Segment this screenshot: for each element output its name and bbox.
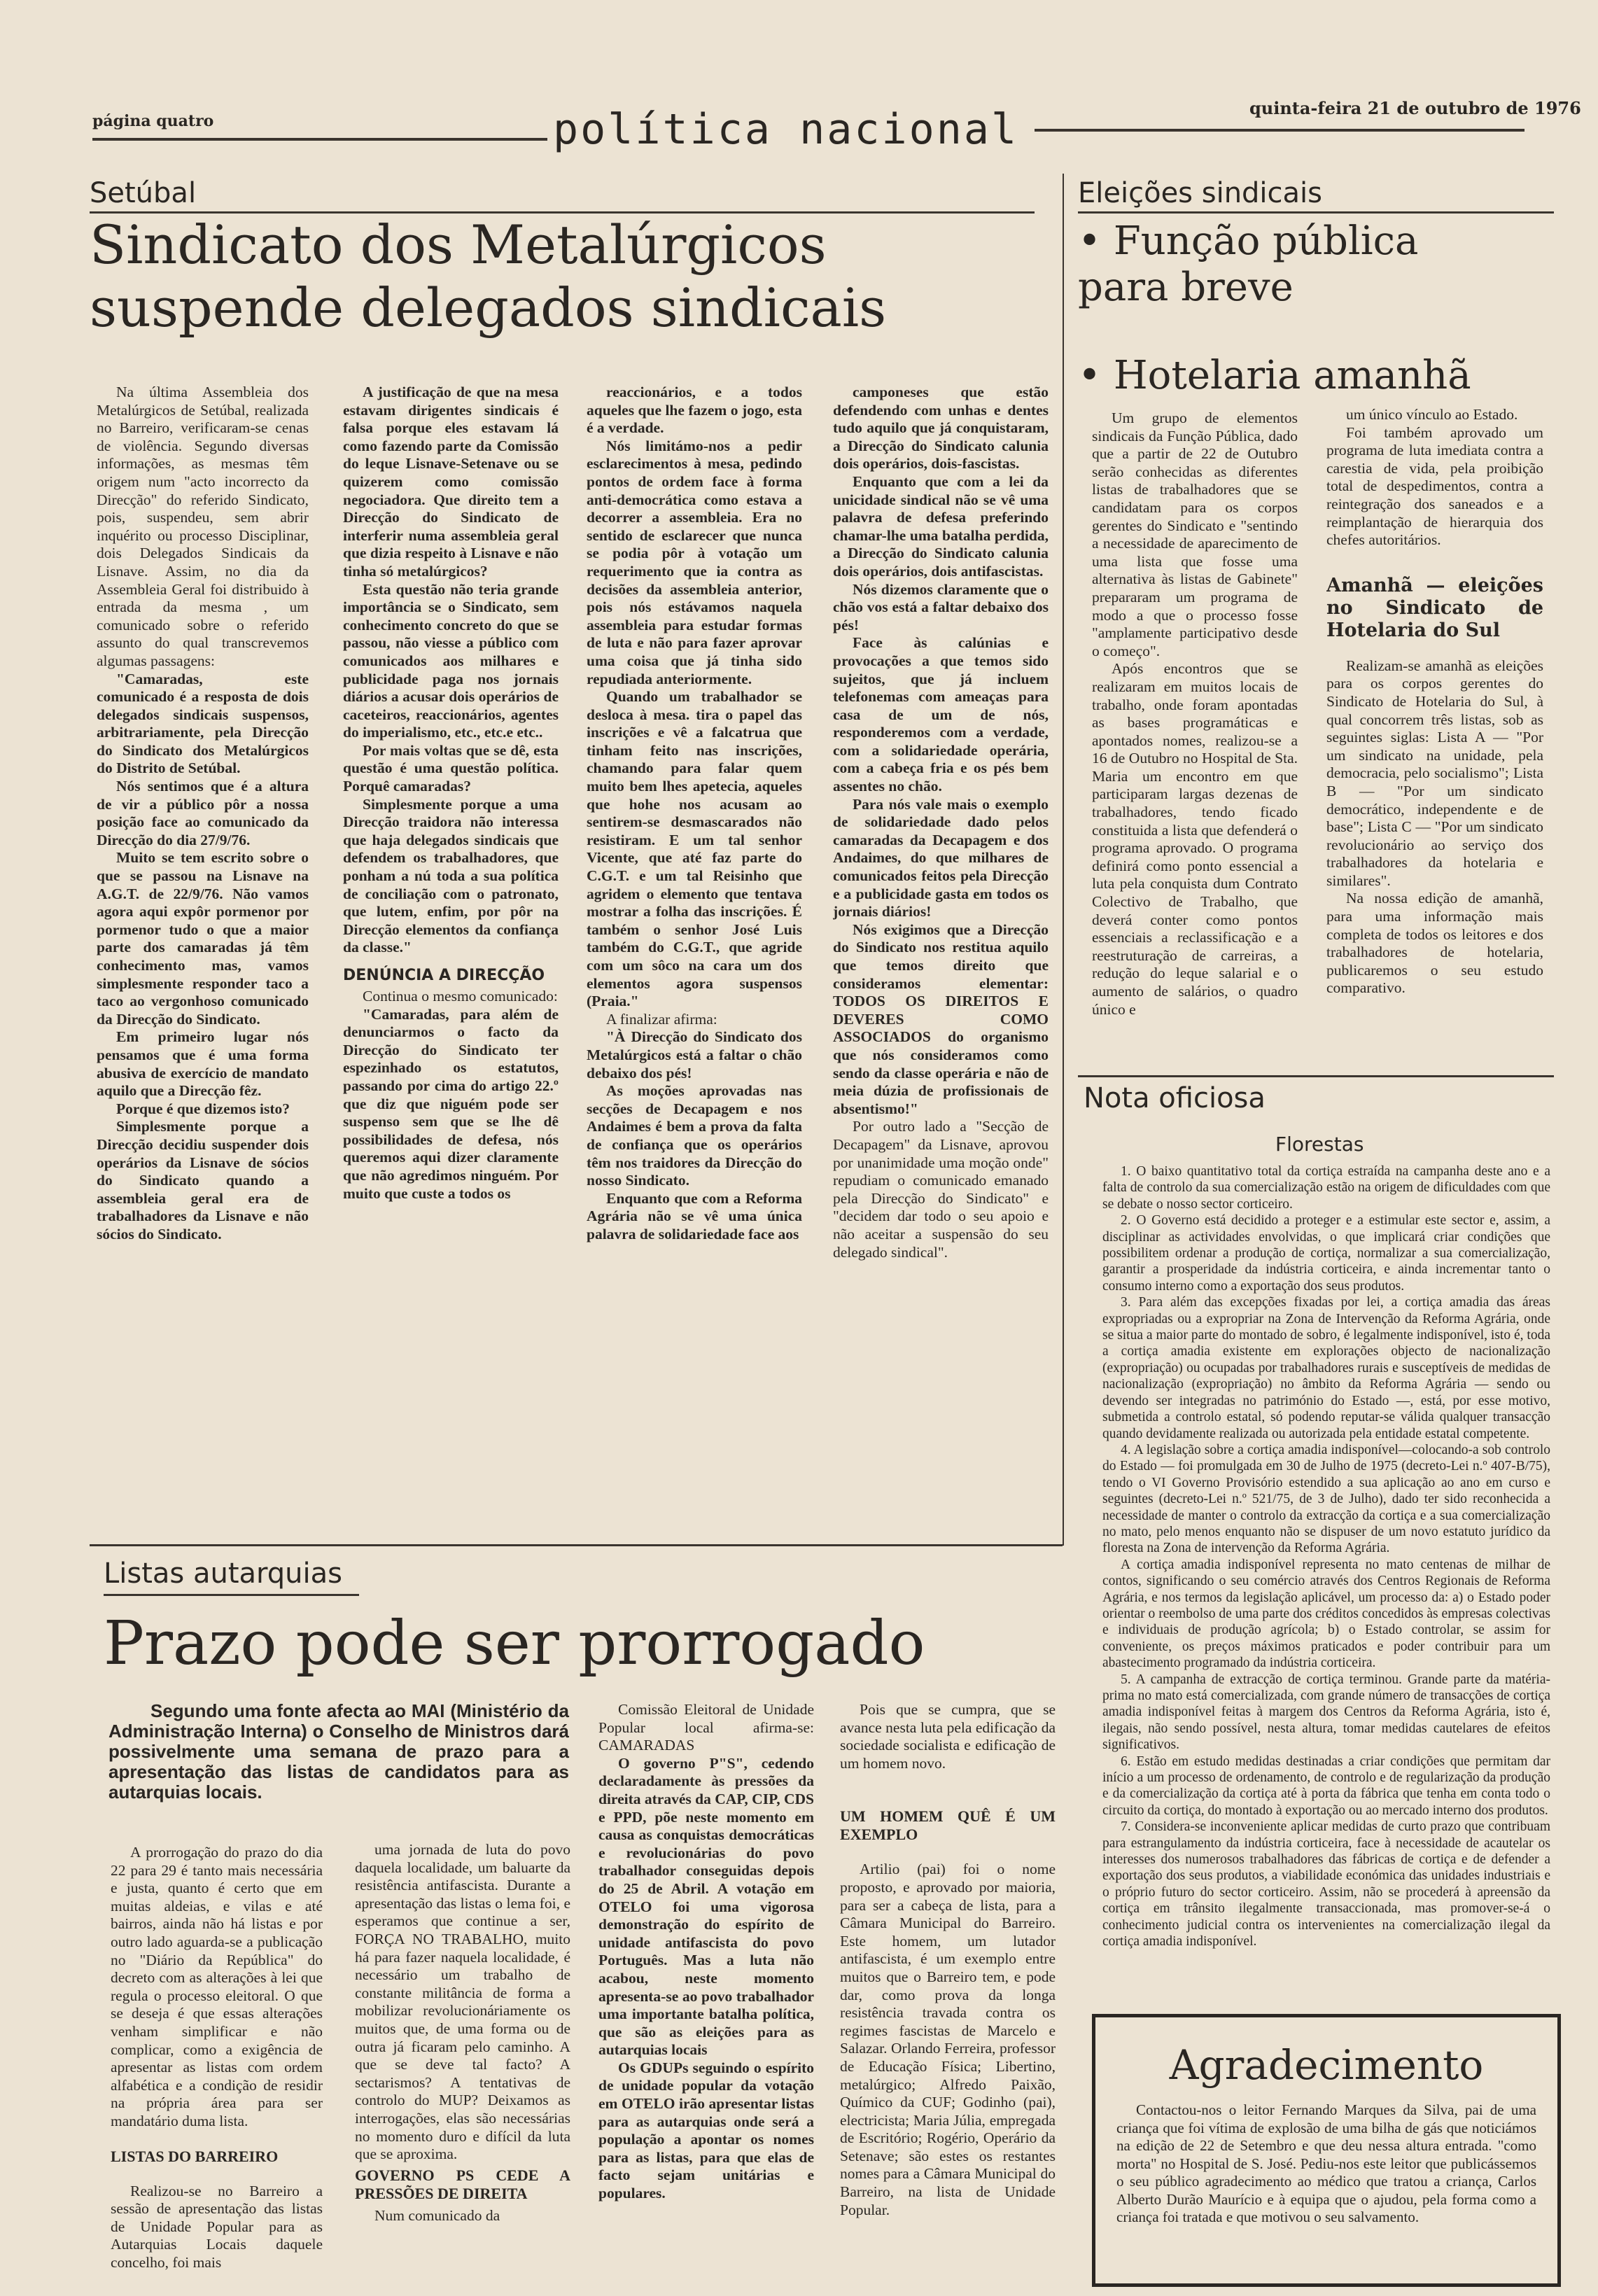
paragraph: As moções aprovadas nas secções de Decapagem e nos Andaimes é bem a prova da falta de confiança que os operários têm nos traidores da Direcção do nosso Sindicato. [587,1082,802,1189]
paragraph: Simplesmente porque a Direcção decidiu suspender dois operários da Lisnave de sócios do Sindicato quando a assembleia geral era de trabalhadores da Lisnave e não sócios do Sindicato. [97,1118,309,1242]
paragraph: "Camaradas, para além de denunciarmos o facto da Direcção do Sindicato ter espezinhado os estatutos, passando por cima do artigo 22.º que diz que niguém pode ser suspenso sem que se lhe dê possibilidades de defesa, nós queremos aqui dizer claramente que não agredimos ninguém. Por muito que custe a todos os [343,1005,559,1202]
paragraph: Realizou-se no Barreiro a sessão de apresentação das listas de Unidade Popular para as Autarquias Locais daquele concelho, foi mais [111,2182,323,2271]
nota-kicker: Nota oficiosa [1084,1082,1266,1114]
paragraph: Em primeiro lugar nós pensamos que é uma forma abusiva de exercício de mandato aquilo que a Direcção fêz. [97,1028,309,1100]
art1-col-3 [587,384,802,1535]
art2-kicker-rule [1078,211,1554,214]
paragraph: Nós dizemos claramente que o chão vos está a faltar debaixo dos pés! [833,580,1049,634]
paragraph: Por outro lado a "Secção de Decapagem" da Lisnave, aprovou por unanimidade uma moção onde" repudiam o comunicado emanado pela Direcção do Sindicato" e "decidem dar todo o seu apoio e não aceitar a suspensão do seu delegado sindical". [833,1118,1049,1261]
art3-headline: Prazo pode ser prorrogado [104,1609,925,1679]
paragraph: Pois que se cumpra, que se avance nesta luta pela edificação da sociedade socialista e edificação de um homem novo. [840,1701,1056,1772]
nota-paragraph: A cortiça amadia indisponível representa no mato centenas de milhar de contos, significando o seu comércio através dos Centros Regionais de Reforma Agrária, e nos termos da legislação aplicável, um processo da: a) o Estado poder orientar o reembolso de uma parte dos créditos concedidos às empresas colectivas e individuais de produção agrícola; b) o Estado controlar, se assim for conveniente, os preços máximos praticados e poder contribuir para um abastecimento programado da indústria corticeira. [1102,1557,1550,1671]
paragraph: Na nossa edição de amanhã, para uma informação mais completa de todos os leitores e dos trabalhadores de hotelaria, publicaremos o seu estudo comparativo. [1326,890,1543,997]
art3-col-3 [598,1701,814,2292]
agradecimento-text: Contactou-nos o leitor Fernando Marques da Silva, pai de uma criança que foi vítima de explosão de uma bilha de gás que noticiámos na edição de 22 de Setembro e que deu nessa altura entrada. "como morta" no Hospital de S. José. Pediu-nos este leitor que publicássemos o seu público agradecimento ao médico que tratou a criança, Carlos Alberto Durão Maurício e à equipa que o ajudou, pela forma como a criança foi tratada e que motivou o seu salvamento. [1116,2101,1536,2225]
paragraph: A prorrogação do prazo do dia 22 para 29 é tanto mais necessária e justa, quanto é certo que em muitas aldeias, e vilas e até bairros, ainda não há listas e por outro lado aguarda-se a publicação no "Diário da República" do decreto com as alterações à lei que regula o processo eleitoral. O que se deseja é que essas alterações venham simplificar e não complicar, como a exigência de apresentar as listas com ordem alfabética e a condição de residir na própria área para ser mandatário duma lista. [111,1844,323,2129]
art1-headline: Sindicato dos Metalúrgicos suspende delegados sindicais [90,214,887,339]
paragraph: um único vínculo ao Estado. [1346,406,1518,423]
art2-col-1 [1092,410,1298,1071]
art3-top-rule [90,1544,1063,1546]
paragraph: Num comunicado da [374,2206,500,2224]
header-rule-right [1035,129,1525,132]
agradecimento-title: Agradecimento [1169,2041,1484,2089]
paragraph: reaccionários, e a todos aqueles que lhe fazem o jogo, esta é a verdade. [587,384,802,437]
paragraph: Simplesmente porque a uma Direcção traidora não interessa que haja delegados sindicais que defendem os trabalhadores, que ponham a nú toda a sua política de conciliação com o patronato, que lutem, enfim, por pôr na Direcção elementos da confiança da classe." [343,795,559,956]
paragraph: Comissão Eleitoral de Unidade Popular local afirma-se: CAMARADAS [598,1701,814,1754]
art3-subhead-1: LISTAS DO BARREIRO [111,2147,279,2165]
nota-paragraph: 1. O baixo quantitativo total da cortiça estraída na campanha deste ano e a falta de controlo da sua comercialização estão na origem de dificuldades com que se debate o nosso sector corticeiro. [1102,1164,1550,1212]
paragraph: Para nós vale mais o exemplo de solidariedade dado pelos camaradas da Decapagem e dos Andaimes, do que milhares de comunicados feitos pela Direcção e a publicidade gasta em todos os jornais diários! [833,795,1049,920]
paragraph: A finalizar afirma: [606,1010,717,1028]
art1-col-4 [833,384,1049,1535]
art1-subhead: DENÚNCIA A DIRECÇÃO [343,967,545,984]
art2-subhead: Amanhã — eleições no Sindicato de Hotelaria do Sul [1326,574,1543,641]
art3-subhead-2: GOVERNO PS CEDE A PRESSÕES DE DIREITA [355,2166,570,2202]
paragraph: Por mais voltas que se dê, esta questão é uma questão política. Porquê camaradas? [343,741,559,795]
page-date: quinta-feira 21 de outubro de 1976 [1249,98,1581,118]
paragraph: Esta questão não teria grande importância se o Sindicato, sem conhecimento concreto do que se passou, não viesse a público com comunicados aos milhares e publicidade paga nos jornais diários a acusar dois operários de caceteiros, reaccionários, agentes do imperialismo, etc., etc.e etc.. [343,580,559,741]
art1-col-2 [343,384,559,1535]
art3-kicker-rule [104,1594,359,1596]
paragraph: Após encontros que se realizaram em muitos locais de trabalho, onde foram apontadas as bases programáticas e apontados nomes, realizou-se a 16 de Outubro no Hospital de Sta. Maria um encontro em que participaram largas dezenas de trabalhadores, tendo ficado constituida a lista que defenderá o programa aprovado. O programa definirá como ponto essencial a luta pela conquista dum Contrato Colectivo de Trabalho, que deverá conter como pontos essenciais a reclassificação e a reestruturação de carreiras, a redução do leque salarial e o aumento de salários, o quadro único e [1092,660,1298,1018]
art1-col-1 [97,384,309,1535]
art3-col-4 [840,1701,1056,2292]
nota-paragraph: 5. A campanha de extracção de cortiça terminou. Grande parte da matéria-prima no mato está comercializada, com grande número de transacções de cortiça amadia indisponível feitas à margem dos Centros da Reforma Agrária, isto é, ilegais, não sendo possível, nesta altura, tomar medidas cautelares de efeitos significativos. [1102,1672,1550,1753]
paragraph: Nós limitámo-nos a pedir esclarecimentos à mesa, pedindo pontos de ordem face à forma anti-democrática como estava a decorrer a assembleia. Era no sentido de esclarecer que nunca se podia pôr à votação um requerimento que ia contra as decisões da assembleia anterior, pois nós estávamos naquela assembleia para estudar formas de luta e não para fazer aprovar uma coisa que já tinha sido repudiada anteriormente. [587,437,802,687]
paragraph: Nós sentimos que é a altura de vir a público pôr a nossa posição face ao comunicado da Direcção do dia 27/9/76. [97,778,309,848]
page-label: página quatro [92,112,214,130]
paragraph: Foi também aprovado um programa de luta imediata contra a carestia de vida, pela proibição total de despedimentos, contra a reintegração dos saneados e a reimplantação de hierarquia dos chefes autoritários. [1326,424,1543,549]
paragraph: camponeses que estão defendendo com unhas e dentes tudo aquilo que já conquistaram, a Direcção do Sindicato calunia dois operários, dois-fascistas. [833,384,1049,472]
art3-col-2 [355,1841,570,2292]
paragraph: O governo P"S", cedendo declaradamente às pressões da direita através da CAP, CIP, CDS e PPD, põe neste momento em causa as conquistas democráticas e revolucionárias do povo trabalhador conseguidas depois do 25 de Abril. A votação em OTELO foi uma vigorosa demonstração do espírito de unidade antifascista do povo Português. Mas a luta não acabou, neste momento apresenta-se ao povo trabalhador uma importante batalha política, que são as eleições para as autarquias locais [598,1754,814,2059]
paragraph: A justificação de que na mesa estavam dirigentes sindicais é falsa porque eles estavam lá como fazendo parte da Comissão do leque Lisnave-Setenave ou se quizerem como comissão negociadora. Que direito tem a Direcção do Sindicato de interferir numa assembleia geral que dizia respeito à Lisnave e não tinha só metalúrgicos? [343,384,559,580]
paragraph: Muito se tem escrito sobre o que se passou na Lisnave na A.G.T. de 22/9/76. Não vamos agora aqui expôr pormenor por pormenor tudo o que a maior parte dos camaradas já têm conhecimento mas, vamos simplesmente responder taco a taco ao vergonhoso comunicado da Direcção do Sindicato. [97,849,309,1028]
paragraph: Realizam-se amanhã as eleições para os corpos gerentes do Sindicato de Hotelaria do Sul, à qual concorrem três listas, sob as seguintes siglas: Lista A — "Por um sindicato na unidade, pela democracia, pelo socialismo"; Lista B — "Por um sindicato democrático, independente e de base"; Lista C — "Por um sindicato revolucionário ao serviço dos trabalhadores da hotelaria e similares". [1326,657,1543,889]
paragraph: Continua o mesmo comunicado: [363,988,558,1004]
nota-paragraph: 3. Para além das excepções fixadas por lei, a cortiça amadia das áreas expropriadas ou a expropriar na Zona de Intervenção da Reforma Agrária, onde se situa a maior parte do montado de sobro, é legalmente indisponível, isto é, toda a cortiça amadia existente em explorações objecto de nacionalização (expropriação) ou ocupadas por trabalhadores rurais e susceptíveis de medidas de nacionalização (expropriação) no âmbito da Reforma Agrária — sendo ou devendo ser integradas no património do Estado —, está, por esse motivo, submetida a controlo estatal, só podendo reputar-se válida qualquer transacção quando devidamente realizada ou autorizada pela entidade estatal competente. [1102,1295,1550,1441]
agradecimento-box [1092,2014,1561,2287]
art3-subhead-4: UM HOMEM QUÊ É UM EXEMPLO [840,1807,1056,1844]
art3-lead: Segundo uma fonte afecta ao MAI (Ministério da Administração Interna) o Conselho de Ministros dará possivelmente uma semana de prazo para a apresentação das listas de candidatos para as autarquias locais. [108,1700,569,1802]
nota-paragraph: 7. Considera-se inconveniente aplicar medidas de curto prazo que contribuam para estrangulamento da indústria corticeira, face à necessidade de acautelar os interesses dos numerosos trabalhadores das fábricas de cortiça e de defender a exportação dos seus produtos, a viabilidade económica das unidades industriais e o próprio futuro do sector corticeiro. Assim, não se procederá à apreensão da cortiça em trânsito ilegalmente transaccionada, mas promover-se-á o conhecimento judicial contra os intervenientes na comercialização ilegal da cortiça amadia indisponível. [1102,1819,1550,1949]
art1-kicker: Setúbal [90,177,197,209]
art2-col-2 [1326,406,1543,1057]
paragraph: Na última Assembleia dos Metalúrgicos de Setúbal, realizada no Barreiro, verificaram-se cenas de violência. Segundo diversas informações, as mesmas têm origem num "acto incorrecto da Direcção" do referido Sindicato, pois, suspendeu, sem abrir inquérito ou processo Disciplinar, dois Delegados Sindicais da Lisnave. Assim, no dia da Assembleia Geral foi distribuido à entrada da mesma , um comunicado sobre o referido assunto do qual transcrevemos algumas passagens: [97,384,309,669]
nota-top-rule [1078,1075,1554,1077]
paragraph: Enquanto que com a lei da unicidade sindical não se vê uma palavra de defesa preferindo chamar-lhe uma batalha perdida, a Direcção do Sindicato calunia dois operários, dois antifascistas. [833,472,1049,580]
paragraph: Quando um trabalhador se desloca à mesa. tira o papel das inscrições e vê a falcatrua que tinham feito nas inscrições, chamando para falar quem muito bem lhes apetecia, aqueles que hohe nos acusam ao sentirem-se desmascarados não resistiram. E um tal senhor Vicente, que até faz parte do C.G.T. e um tal Reisinho que agridem o elemento que tentava mostrar a folha das inscrições. É também o senhor José Luis também do C.G.T., que agride com um sôco na cara um dos elementos agora suspensos (Praia." [587,688,802,1010]
paragraph: Artilio (pai) foi o nome proposto, e aprovado por maioria, para ser a cabeça de lista, para a Câmara Municipal do Barreiro. Este homem, um lutador antifascista, é um exemplo entre muitos que o Barreiro tem, e pode dar, como prova da longa resistência travada contra os regimes fascistas de Marcelo e Salazar. Orlando Ferreira, professor de Educação Física; Libertino, metalúrgico; Alfredo Paixão, Químico da CUF; Godinho (pai), electricista; Maria Júlia, empregada de Escritório; Rogério, Operário da Setenave; são estes os restantes nomes para a Câmara Municipal do Barreiro, na lista de Unidade Popular. [840,1861,1056,2218]
art2-kicker: Eleições sindicais [1078,177,1323,209]
paragraph: Porque é que dizemos isto? [116,1100,290,1117]
nota-title: Florestas [1275,1133,1364,1156]
paragraph: Face às calúnias e provocações a que temos sido sujeitos, que já incluem telefonemas com ameaças para casa de um de nós, responderemos com a verdade, com a solidariedade operária, com a cabeça fria e os pés bem assentes no chão. [833,634,1049,795]
paragraph: Nós exigimos que a Direcção do Sindicato nos restitua aquilo que temos direito que consideramos elementar: TODOS OS DIREITOS E DEVERES COMO ASSOCIADOS do organismo que nós consideramos como sendo da classe operária e não de meia dúzia de profissionais de absentismo!" [833,920,1049,1117]
nota-paragraph: 6. Estão em estudo medidas destinadas a criar condições que permitam dar início a um processo de ordenamento, de controlo e de regularização da produção e da comercialização da cortiça até à porta da fábrica que tenha em conta todo o circuito da cortiça, do montado à exportação ou ao mercado interno dos produtos. [1102,1754,1550,1818]
nota-paragraph: 2. O Governo está decidido a proteger e a estimular este sector e, assim, a disciplinar as actividades envolvidas, o que implicará criar condições que possibilitem ordenar a produção de cortiça, normalizar a sua comercialização, garantir a prosperidade da indústria corticeira, e ainda incrementar tanto o consumo interno como a exportação dos seus produtos. [1102,1213,1550,1294]
column-divider [1063,174,1064,1546]
art2-headline-2: • Hotelaria amanhã [1078,353,1471,398]
paragraph: "Camaradas, este comunicado é a resposta de dois delegados sindicais suspensos, arbitrariamente, pela Direcção do Sindicato dos Metalúrgicos do Distrito de Setúbal. [97,670,309,777]
header-rule-left [92,138,547,141]
paragraph: Enquanto que com a Reforma Agrária não se vê uma única palavra de solidariedade face aos [587,1189,802,1242]
art2-headline-1: • Função pública para breve [1078,218,1419,310]
section-title: política nacional [553,105,1019,154]
paragraph: Os GDUPs seguindo o espírito de unidade popular da votação em OTELO irão apresentar listas para as autarquias onde será a população a apontar os nomes para as listas, para que elas de facto sejam unitárias e populares. [598,2059,814,2202]
art3-kicker: Listas autarquias [104,1558,342,1590]
paragraph: Um grupo de elementos sindicais da Função Pública, dado que a partir de 22 de Outubro serão conhecidas as diferentes listas de trabalhadores que se candidatam para os corpos gerentes do Sindicato e "sentindo a necessidade de aparecimento de uma lista que fosse uma alternativa às listas de Gabinete" prepararam um programa de modo a que o processo fosse "amplamente participativo desde o começo". [1092,410,1298,659]
nota-paragraph: 4. A legislação sobre a cortiça amadia indisponível—colocando-a sob controlo do Estado — foi promulgada em 30 de Julho de 1975 (decreto-Lei n.º 407-B/75), tendo o VI Governo Provisório estendido a sua aplicação ao ano em curso e seguintes (decreto-Lei n.º 521/75, de 3 de Julho), dado ter sido reconhecida a necessidade de manter o controlo da extracção da cortiça e a sua comercialização no mato, pelo menos enquanto não se dispuser de um novo estatuto jurídico da floresta na Zona de intervenção da Reforma Agrária. [1102,1442,1550,1556]
paragraph: uma jornada de luta do povo daquela localidade, um baluarte da resistência antifascista. Durante a apresentação das listas o lema foi, e esperamos que continue a ser, FORÇA NO TRABALHO, muito há para fazer naquela localidade, é necessário um trabalho de constante militância de forma a mobilizar revolucionáriamente os muitos que, de uma forma ou de outra já ficaram pelo caminho. A que se deve tal facto? A sectarismos? A tentativas de controlo do MUP? Deixamos as interrogações, elas são necessárias no momento duro e difícil da luta que se aproxima. [355,1841,570,2163]
paragraph: "À Direcção do Sindicato dos Metalúrgicos está a faltar o chão debaixo dos pés! [587,1028,802,1082]
nota-body [1102,1163,1550,1982]
art3-col-1 [111,1844,323,2292]
